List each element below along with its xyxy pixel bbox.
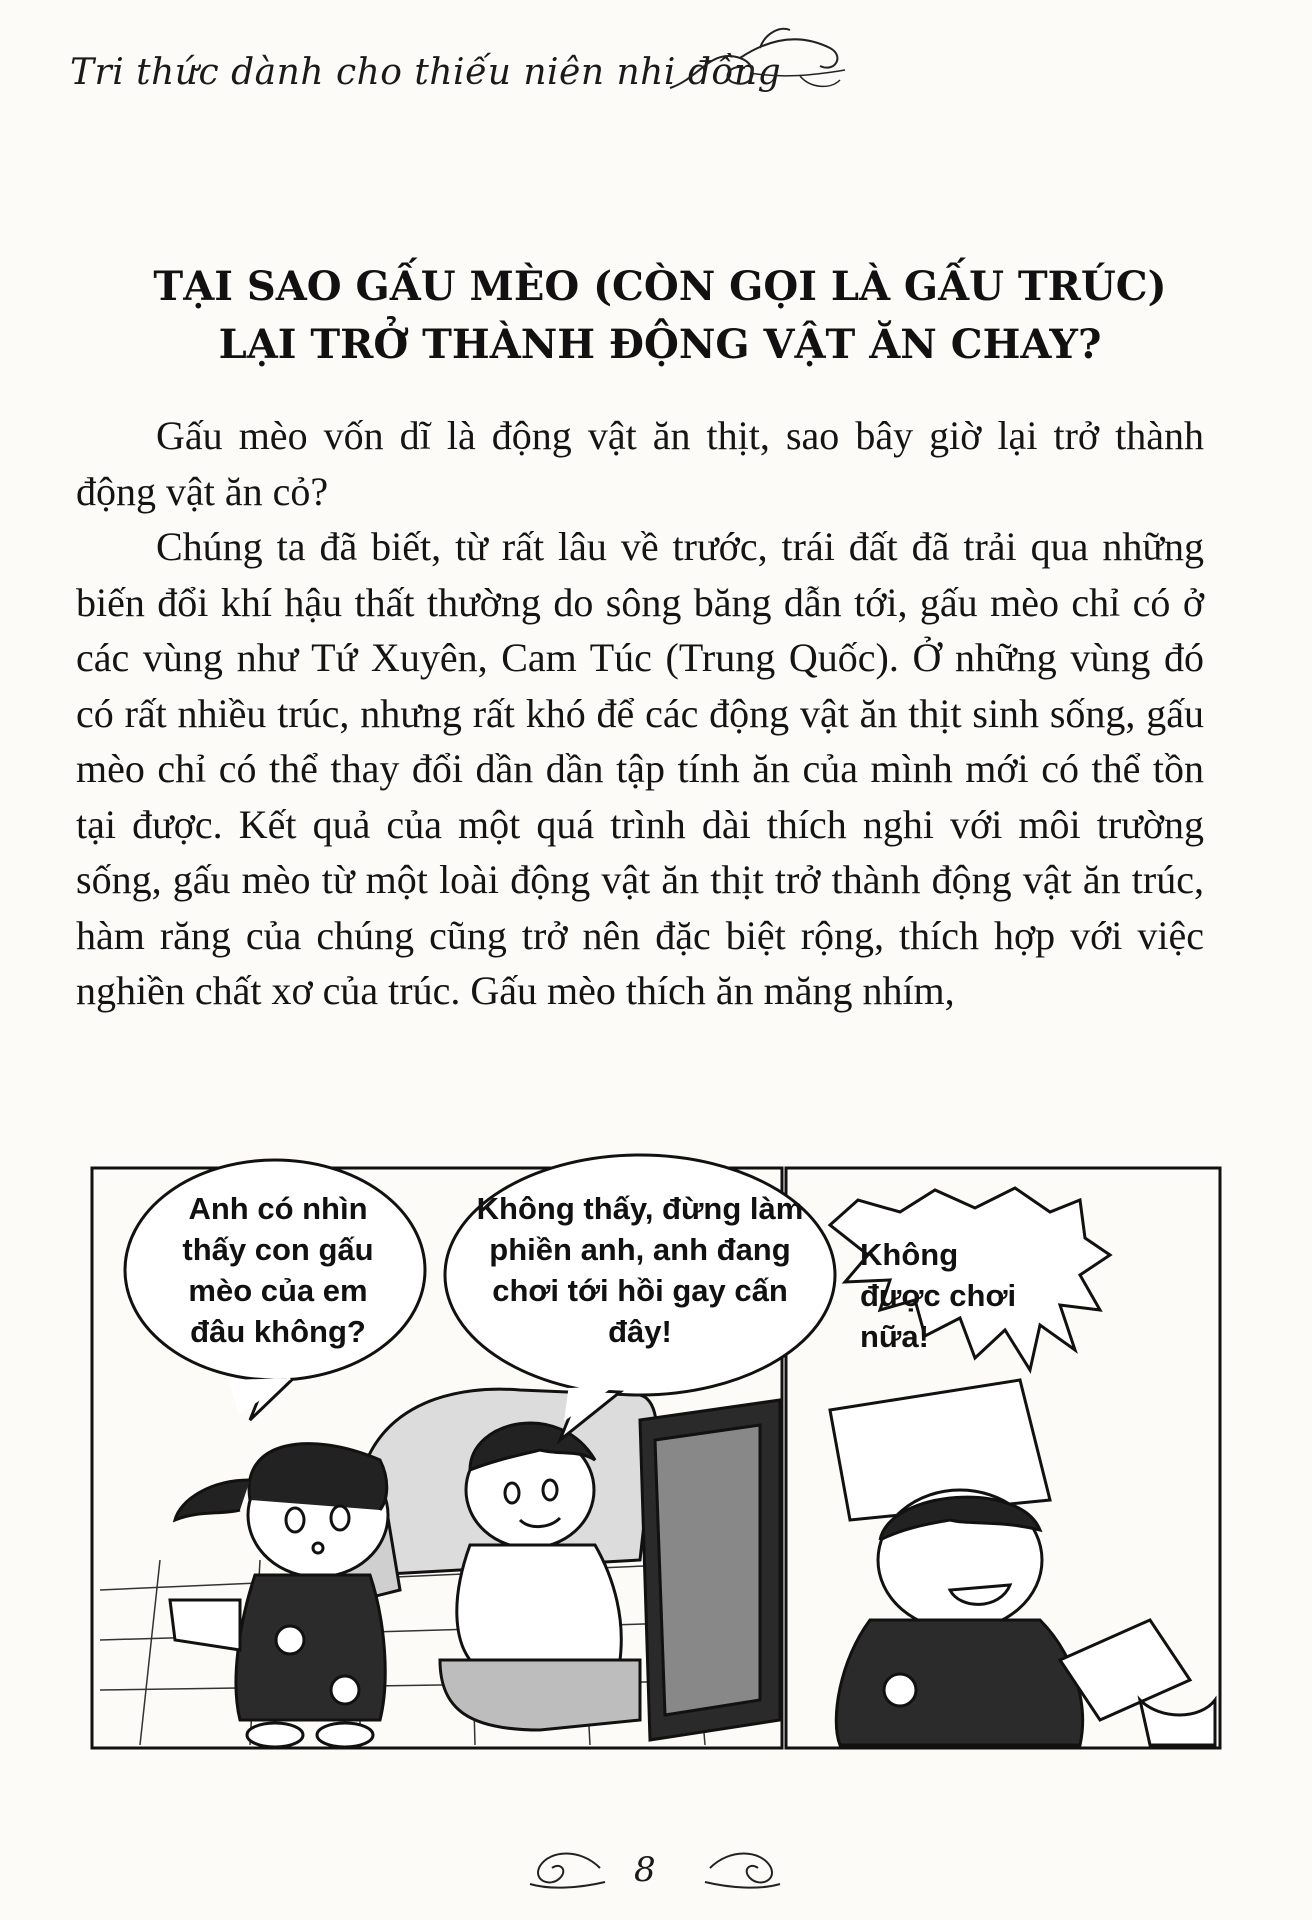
footer-ornament-right: [700, 1838, 790, 1894]
speech-bubble-1-text: Anh có nhìn thấy con gấu mèo của em đâu không?: [182, 1191, 374, 1349]
speech-bubble-2-text: Không thấy, đừng làm phiền anh, anh đang chơi tới hồi gay cấn đây!: [476, 1191, 804, 1349]
running-header: Tri thức dành cho thiếu niên nhi đồng: [70, 52, 782, 93]
paragraph-2: Chúng ta đã biết, từ rất lâu về trước, trái đất đã trải qua những biến đổi khí hậu thất thường do sông băng dẫn tới, gấu mèo chỉ có ở các vùng như Tứ Xuyên, Cam Túc (Trung Quốc). Ở những vùng đó có rất nhiều trúc, nhưng rất khó để các động vật ăn thịt sinh sống, gấu mèo chỉ có thể thay đổi dần dần tập tính ăn của mình mới có thể tồn tại được. Kết quả của một quá trình dài thích nghi với môi trường sống, gấu mèo từ một loài động vật ăn thịt trở thành động vật ăn trúc, hàm răng của chúng cũng trở nên đặc biệt rộng, thích hợp với việc nghiền chất xơ của trúc. Gấu mèo thích ăn măng nhím,: [76, 524, 1204, 1013]
title-line-2: LẠI TRỞ THÀNH ĐỘNG VẬT ĂN CHAY?: [218, 321, 1102, 368]
speech-bubble-3-text: Không được chơi nữa!: [860, 1237, 1017, 1354]
paragraph-1: Gấu mèo vốn dĩ là động vật ăn thịt, sao bây giờ lại trở thành động vật ăn cỏ?: [76, 413, 1204, 514]
television: [640, 1400, 780, 1740]
title-line-1: TẠI SAO GẤU MÈO (CÒN GỌI LÀ GẤU TRÚC): [153, 263, 1167, 310]
girl-character: [170, 1444, 388, 1747]
footer-ornament-left: [520, 1838, 610, 1894]
page-number: 8: [634, 1850, 656, 1890]
angry-girl-with-pillow: [830, 1380, 1215, 1745]
